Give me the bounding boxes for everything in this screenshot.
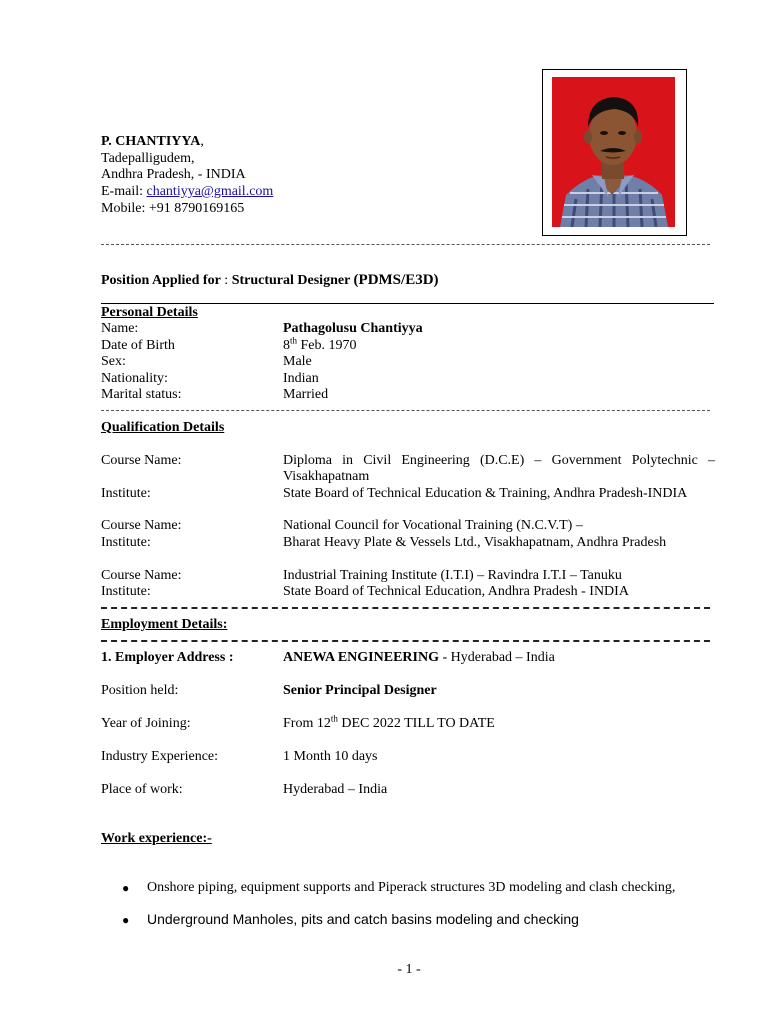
course-label: Course Name: [101, 568, 182, 583]
institute-value: Bharat Heavy Plate & Vessels Ltd., Visakhapatnam, Andhra Pradesh [283, 535, 667, 550]
address-state: Andhra Pradesh, - INDIA [101, 167, 246, 182]
course-value: Diploma in Civil Engineering (D.C.E) – Government Polytechnic – [283, 453, 715, 468]
personal-details-heading: Personal Details [101, 305, 198, 320]
mobile-line: Mobile: +91 8790169165 [101, 201, 245, 216]
position-label: Position Applied for [101, 273, 221, 288]
personal-value-dob [283, 335, 357, 354]
separator-line [101, 410, 710, 411]
email-line [101, 184, 273, 200]
personal-label-nationality: Nationality: [101, 371, 168, 386]
course-label: Course Name: [101, 453, 182, 468]
employment-value-experience: 1 Month 10 days [283, 749, 378, 764]
personal-value-sex: Male [283, 354, 312, 369]
personal-label-sex: Sex: [101, 354, 126, 369]
institute-label: Institute: [101, 584, 151, 599]
bullet-icon: ● [122, 913, 130, 927]
personal-label-name: Name: [101, 321, 139, 336]
qualification-heading: Qualification Details [101, 420, 225, 435]
dob-rest: Feb. 1970 [297, 338, 357, 353]
course-value-cont: Visakhapatnam [283, 469, 370, 484]
work-experience-heading: Work experience:- [101, 831, 212, 846]
dob-ordinal: th [290, 335, 298, 346]
bullet-icon: ● [122, 881, 130, 895]
separator-line [101, 244, 710, 245]
employer-label: 1. Employer Address : [101, 650, 234, 665]
institute-label: Institute: [101, 486, 151, 501]
employment-heading: Employment Details: [101, 617, 228, 632]
applicant-name-text: P. CHANTIYYA [101, 134, 201, 149]
personal-value-marital: Married [283, 387, 329, 402]
position-colon: : [220, 273, 232, 288]
page-number: - 1 - [397, 962, 421, 977]
applicant-name [101, 134, 204, 150]
employer-value [283, 650, 555, 666]
employment-value-place: Hyderabad – India [283, 782, 388, 797]
email-label: E-mail: [101, 184, 147, 199]
employer-location: - Hyderabad – India [438, 650, 555, 665]
address-city: Tadepalligudem, [101, 151, 195, 166]
work-bullet-item: Underground Manholes, pits and catch basins modeling and checking [147, 911, 579, 927]
employment-label-joining: Year of Joining: [101, 716, 191, 731]
portrait-illustration [552, 77, 675, 227]
personal-label-dob: Date of Birth [101, 338, 175, 353]
employment-label-experience: Industry Experience: [101, 749, 219, 764]
course-label: Course Name: [101, 518, 182, 533]
applicant-name-comma: , [200, 134, 204, 149]
employer-name: ANEWA ENGINEERING [283, 650, 439, 665]
employment-value-joining [283, 713, 495, 732]
personal-value-name: Pathagolusu Chantiyya [283, 321, 423, 336]
employment-value-position: Senior Principal Designer [283, 683, 437, 698]
course-value: Industrial Training Institute (I.T.I) – Ravindra I.T.I – Tanuku [283, 568, 622, 583]
personal-label-marital: Marital status: [101, 387, 182, 402]
separator-line [101, 607, 710, 609]
separator-line [101, 640, 710, 642]
employment-label-position: Position held: [101, 683, 179, 698]
dob-day: 8 [283, 338, 290, 353]
personal-value-nationality: Indian [283, 371, 319, 386]
institute-label: Institute: [101, 535, 151, 550]
position-value: Structural Designer [231, 273, 354, 288]
section-rule [101, 303, 714, 304]
email-link[interactable]: chantiyya@gmail.com [146, 184, 274, 199]
position-applied [101, 272, 439, 289]
institute-value: State Board of Technical Education & Training, Andhra Pradesh-INDIA [283, 486, 688, 501]
joining-ordinal: th [330, 713, 338, 724]
joining-post: DEC 2022 TILL TO DATE [337, 716, 495, 731]
employment-label-place: Place of work: [101, 782, 183, 797]
work-bullet-item: Onshore piping, equipment supports and Piperack structures 3D modeling and clash checking, [147, 880, 676, 895]
course-value: National Council for Vocational Training (N.C.V.T) – [283, 518, 583, 533]
joining-pre: From 12 [283, 716, 331, 731]
profile-photo [552, 77, 675, 227]
position-value-tool: (PDMS/E3D) [353, 272, 439, 288]
institute-value: State Board of Technical Education, Andhra Pradesh - INDIA [283, 584, 629, 599]
